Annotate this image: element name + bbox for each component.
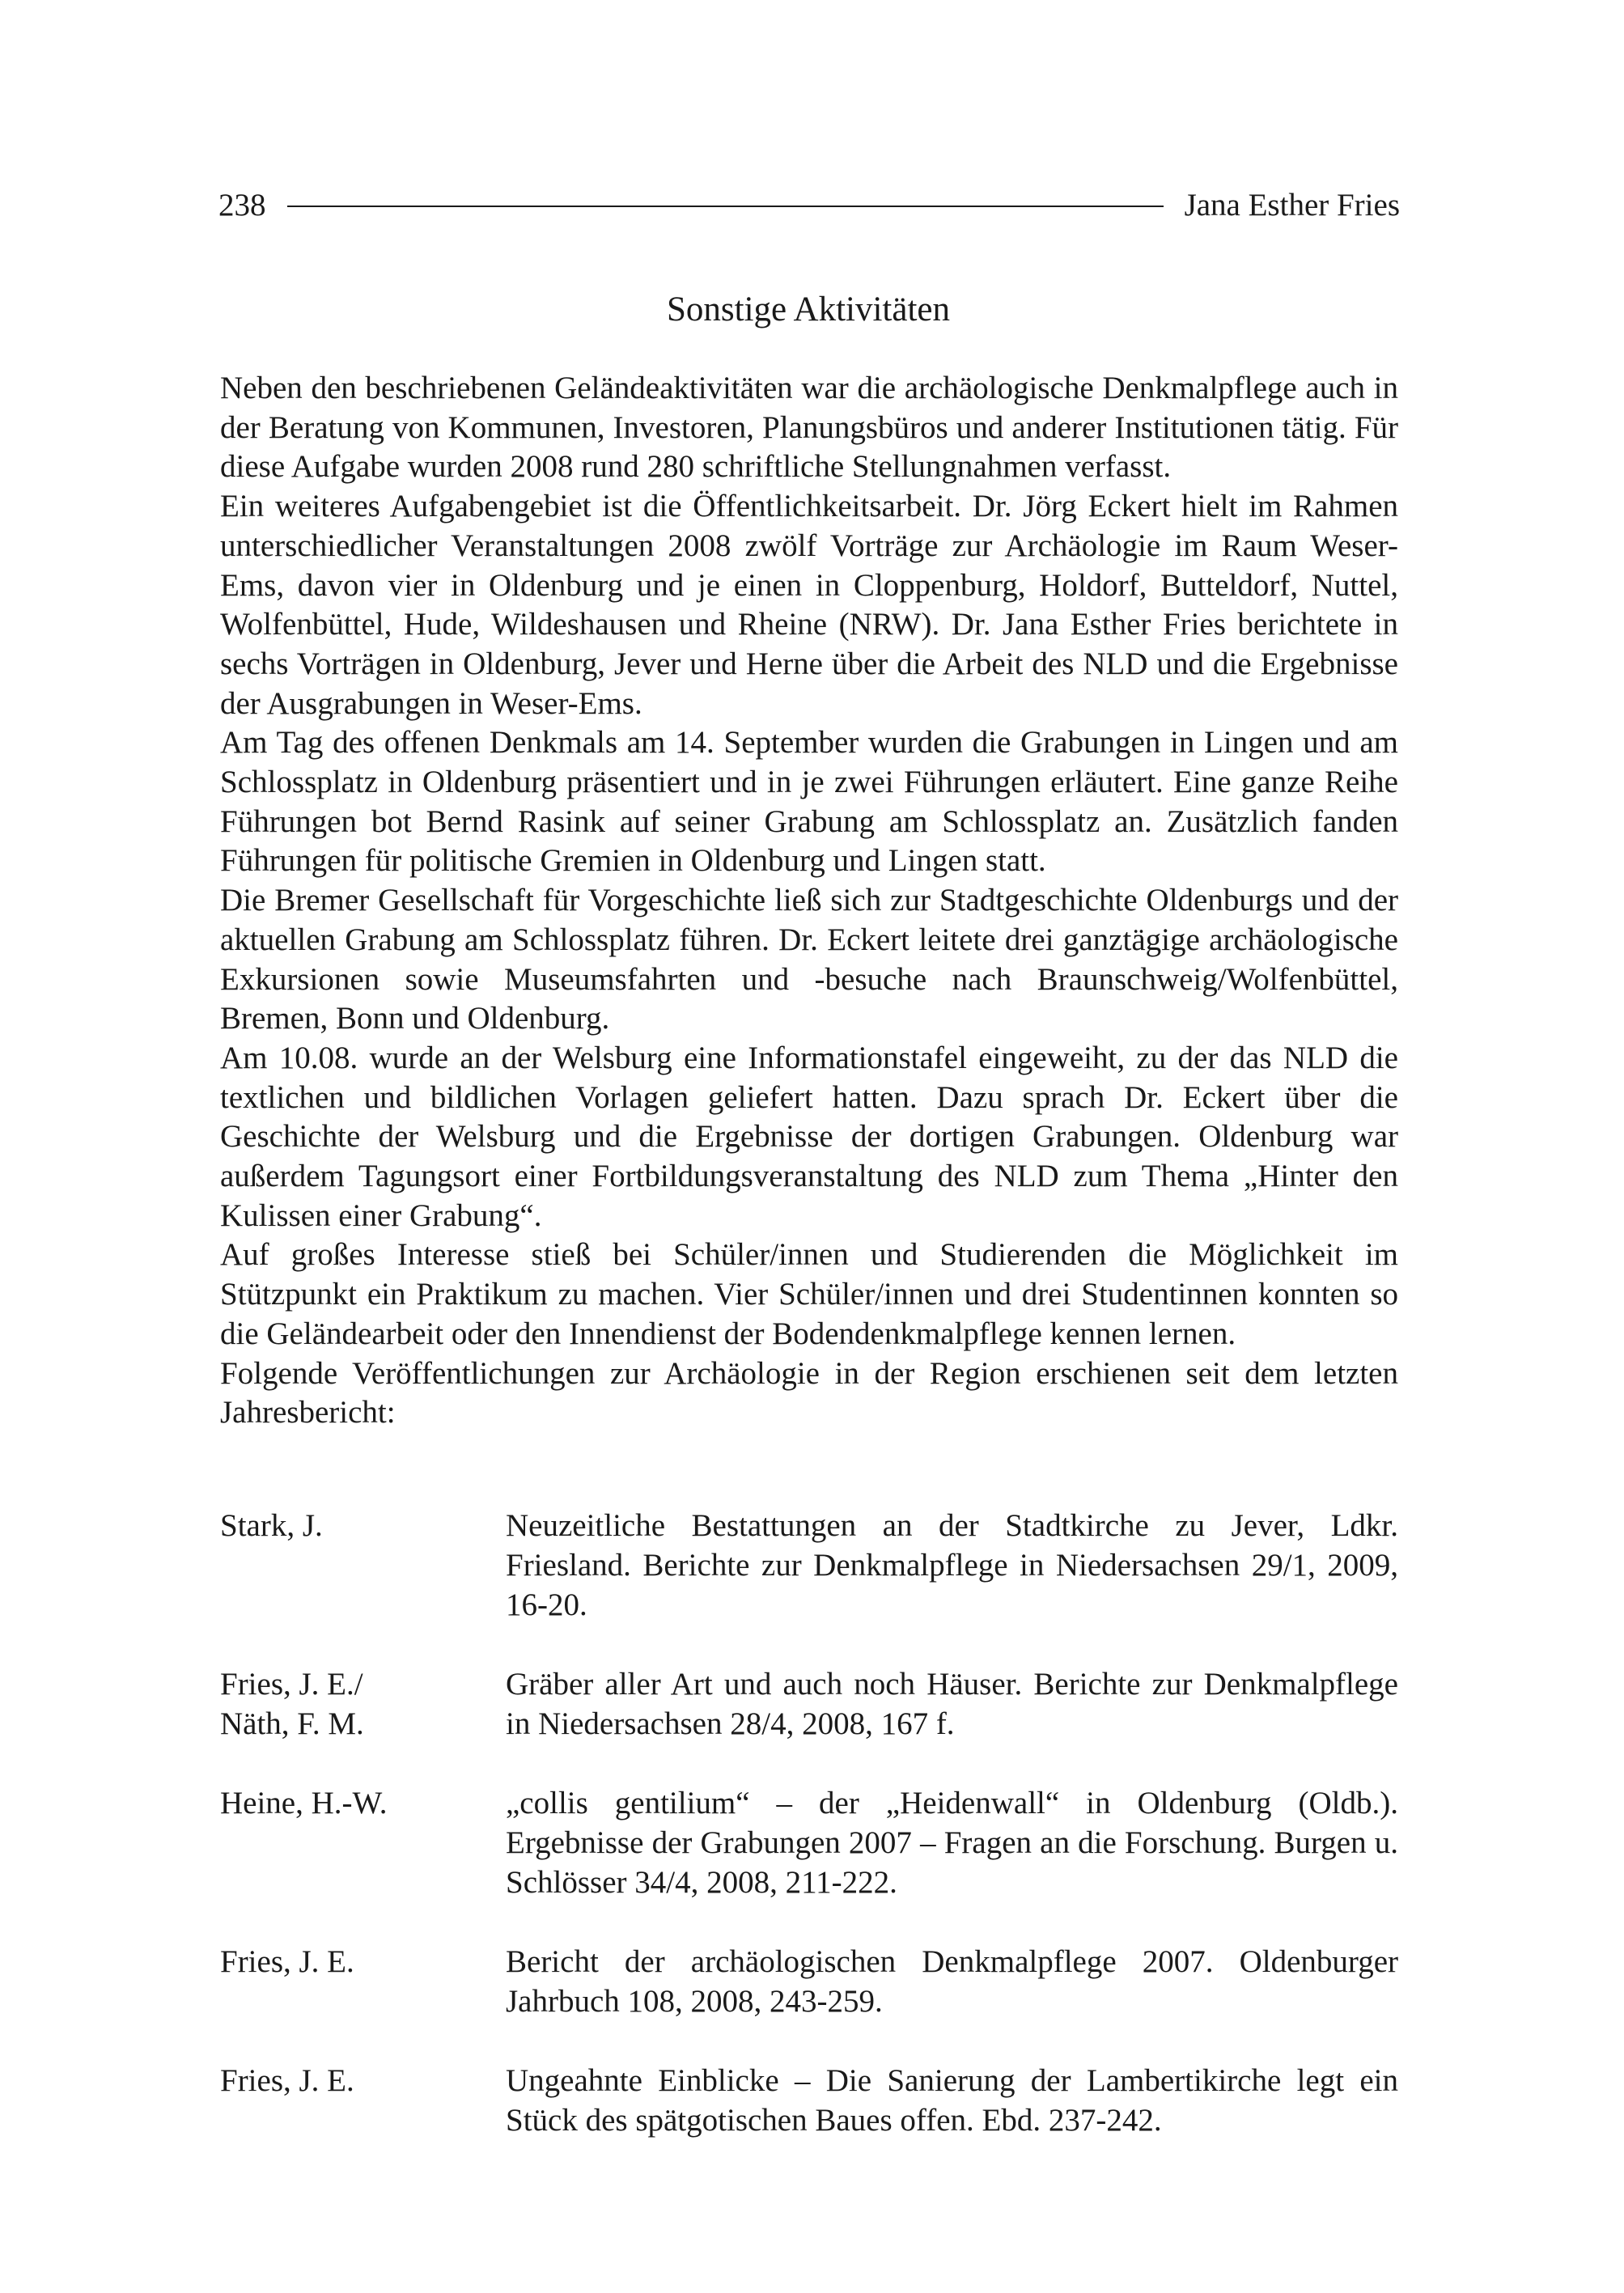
reference-item	[220, 1664, 1398, 1744]
reference-author: Fries, J. E.	[220, 2063, 354, 2098]
body-text	[220, 369, 1398, 1433]
paragraph-consulting: Neben den beschriebenen Geländeaktivitäten war die archäologische Denkmalpflege auch in der Beratung von Kommunen, Investoren, Planungsbüros und anderer Institutionen tätig. Für diese Aufgabe wurden 2008 rund 280 schriftliche Stellungnahmen verfasst.	[220, 371, 1398, 485]
header-rule	[287, 206, 1164, 207]
reference-item	[220, 1783, 1398, 1902]
reference-item	[220, 1942, 1398, 2021]
reference-title: Gräber aller Art und auch noch Häuser. Berichte zur Denkmalpflege in Niedersachsen 28/4, 2008, 167 f.	[506, 1667, 1398, 1741]
paragraph-welsburg: Am 10.08. wurde an der Welsburg eine Informationstafel eingeweiht, zu der das NLD die textlichen und bildlichen Vorlagen geliefert hatten. Dazu sprach Dr. Eckert über die Geschichte der Welsburg und die Ergebnisse der dortigen Grabungen. Oldenburg war außerdem Tagungsort einer Fortbildungsveranstaltung des NLD zum Thema „Hinter den Kulissen einer Grabung“.	[220, 1040, 1398, 1233]
reference-title: „collis gentilium“ – der „Heidenwall“ in Oldenburg (Oldb.). Ergebnisse der Grabungen 2007 – Fragen an die Forschung. Burgen u. Schlösser 34/4, 2008, 211-222.	[506, 1786, 1398, 1900]
reference-author: Stark, J.	[220, 1508, 323, 1543]
running-head	[218, 182, 1400, 227]
paragraph-publications-intro: Folgende Veröffentlichungen zur Archäologie in der Region erschienen seit dem letzten Jahresbericht:	[220, 1355, 1398, 1430]
reference-title: Neuzeitliche Bestattungen an der Stadtkirche zu Jever, Ldkr. Friesland. Berichte zur Denkmalpflege in Niedersachsen 29/1, 2009, 16-20.	[506, 1508, 1398, 1622]
section-title: Sonstige Aktivitäten	[667, 290, 950, 328]
reference-item	[220, 2061, 1398, 2140]
reference-title: Ungeahnte Einblicke – Die Sanierung der Lambertikirche legt ein Stück des spätgotischen Baues offen. Ebd. 237-242.	[506, 2063, 1398, 2138]
reference-list	[220, 1506, 1398, 2180]
paragraph-excursions: Die Bremer Gesellschaft für Vorgeschichte ließ sich zur Stadtgeschichte Oldenburgs und der aktuellen Grabung am Schlossplatz führen. Dr. Eckert leitete drei ganztägige archäologische Exkursionen sowie Museumsfahrten und -besuche nach Braunschweig/Wolfenbüttel, Bremen, Bonn und Oldenburg.	[220, 883, 1398, 1036]
reference-title: Bericht der archäologischen Denkmalpflege 2007. Oldenburger Jahrbuch 108, 2008, 243-259.	[506, 1944, 1398, 2019]
paragraph-public-relations: Ein weiteres Aufgabengebiet ist die Öffentlichkeitsarbeit. Dr. Jörg Eckert hielt im Rahmen unterschiedlicher Veranstaltungen 2008 zwölf Vorträge zur Archäologie im Raum Weser-Ems, davon vier in Oldenburg und je einen in Cloppenburg, Holdorf, Butteldorf, Nuttel, Wolfenbüttel, Hude, Wildeshausen und Rheine (NRW). Dr. Jana Esther Fries berichtete in sechs Vorträgen in Oldenburg, Jever und Herne über die Arbeit des NLD und die Ergebnisse der Ausgrabungen in Weser-Ems.	[220, 489, 1398, 721]
paragraph-internships: Auf großes Interesse stieß bei Schüler/innen und Studierenden die Möglichkeit im Stützpunkt ein Praktikum zu machen. Vier Schüler/innen und drei Studentinnen konnten so die Geländearbeit oder den Innendienst der Bodendenkmalpflege kennen lernen.	[220, 1237, 1398, 1351]
running-head-author: Jana Esther Fries	[1184, 187, 1400, 223]
paragraph-open-monument-day: Am Tag des offenen Denkmals am 14. September wurden die Grabungen in Lingen und am Schlossplatz in Oldenburg präsentiert und in je zwei Führungen erläutert. Eine ganze Reihe Führungen bot Bernd Rasink auf seiner Grabung am Schlossplatz an. Zusätzlich fanden Führungen für politische Gremien in Oldenburg und Lingen statt.	[220, 725, 1398, 879]
reference-item	[220, 1506, 1398, 1625]
reference-author: Fries, J. E.	[220, 1944, 354, 1979]
page-number: 238	[218, 187, 266, 223]
reference-author: Fries, J. E./ Näth, F. M.	[220, 1667, 364, 1741]
reference-author: Heine, H.-W.	[220, 1786, 388, 1820]
